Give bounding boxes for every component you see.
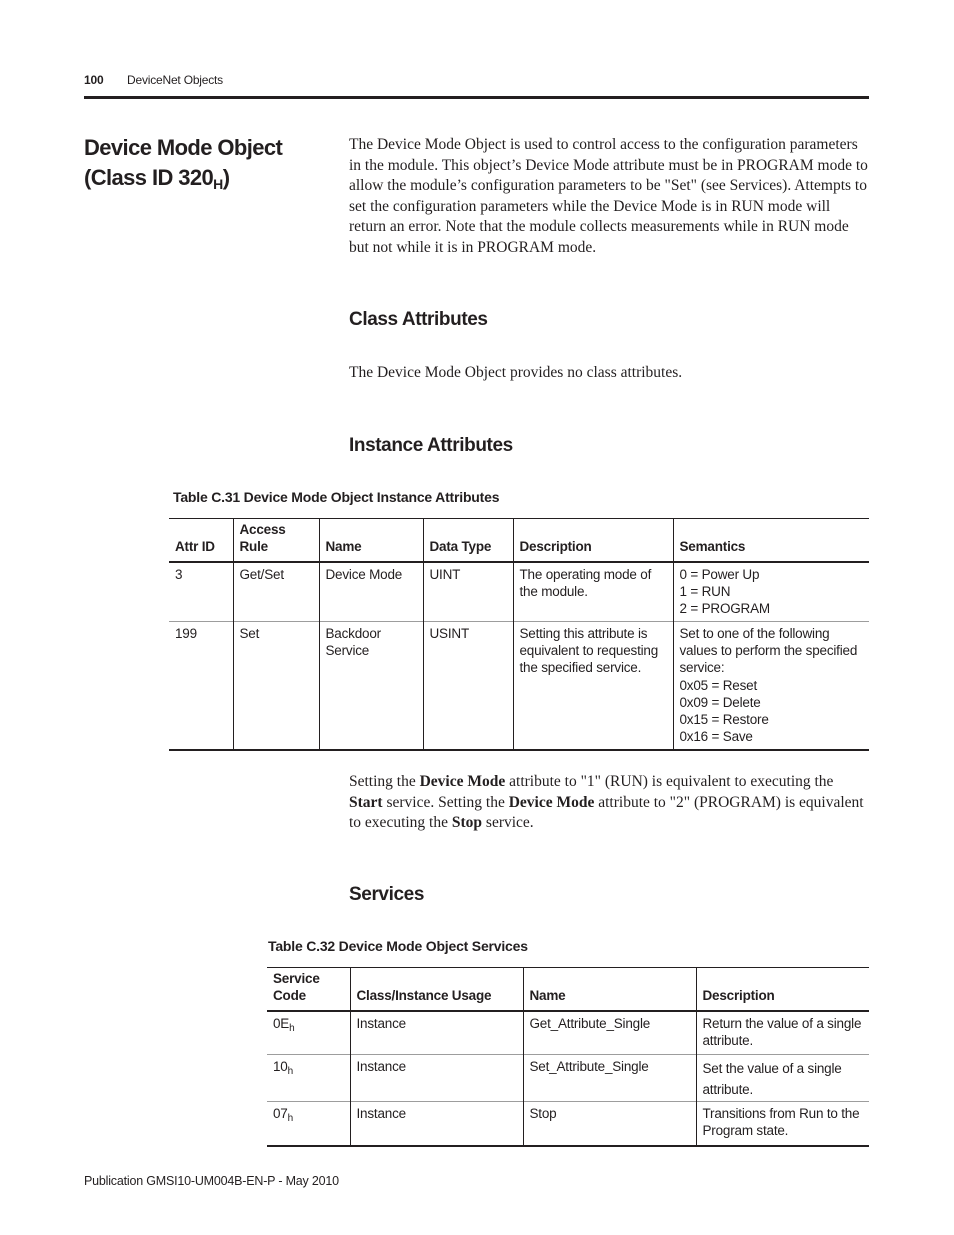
col-name: Name (523, 968, 696, 1011)
device-mode-note: Setting the Device Mode attribute to "1" (RUN) is equivalent to executing the Start service. Setting the Device Mode attribute to "2" (PROGRAM) is equivalent to executing the Stop service. (349, 773, 864, 831)
cell-description: Transitions from Run to the Program state. (696, 1102, 869, 1146)
bold-device-mode-2: Device Mode (508, 793, 595, 811)
page-number: 100 (84, 73, 104, 87)
title-line-1: Device Mode Object (84, 135, 283, 160)
table-row (169, 622, 869, 750)
services-table (267, 967, 869, 1147)
class-attributes-heading: Class Attributes (349, 309, 488, 330)
cell-data-type: UINT (423, 562, 513, 622)
col-description: Description (696, 968, 869, 1011)
cell-service-code: $0E_h$ (273, 1015, 295, 1034)
cell-name: Get_Attribute_Single (523, 1011, 696, 1055)
instance-attributes-table (169, 518, 869, 751)
cell-access-rule: Get/Set (233, 562, 319, 622)
cell-name: Stop (523, 1102, 696, 1146)
cell-name: Device Mode (319, 562, 423, 622)
instance-attributes-heading: Instance Attributes (349, 435, 513, 456)
col-usage: Class/Instance Usage (350, 968, 523, 1011)
table-row (267, 1055, 869, 1102)
cell-name: Backdoor Service (319, 622, 423, 750)
title-line-2: (Class ID $320_H$) (84, 165, 230, 192)
cell-description: Setting this attribute is equivalent to requesting the specified service. (513, 622, 673, 750)
cell-description: Return the value of a single attribute. (696, 1011, 869, 1055)
col-attr-id: Attr ID (175, 538, 215, 554)
table-header-row (267, 968, 869, 1011)
col-data-type: Data Type (423, 519, 513, 562)
cell-name: Set_Attribute_Single (523, 1055, 696, 1102)
cell-access-rule: Set (233, 622, 319, 750)
table-c32-caption: Table C.32 Device Mode Object Services (268, 938, 528, 954)
cell-usage: Instance (350, 1102, 523, 1146)
table-c31-caption: Table C.31 Device Mode Object Instance Attributes (173, 489, 500, 505)
table-row (267, 1102, 869, 1146)
cell-service-code: $07_h$ (273, 1106, 293, 1124)
intro-paragraph: The Device Mode Object is used to control access to the configuration parameters in the module. This object’s Device Mode attribute must be in PROGRAM mode to allow the module’s configuration parameters to be "Set" (see Services). Attempts to set the configuration parameters while the Device Mode is in RUN mode will return an error. Note that the module collects measurements while in RUN mode but not while it is in PROGRAM mode. (349, 136, 868, 256)
col-name: Name (319, 519, 423, 562)
publication-footer: Publication GMSI10-UM004B-EN-P - May 2010 (84, 1174, 339, 1188)
bold-device-mode: Device Mode (419, 773, 506, 790)
cell-description: Set the value of a single attribute. (696, 1055, 869, 1102)
table-row (169, 562, 869, 622)
cell-usage: Instance (350, 1011, 523, 1055)
header-rule (84, 96, 869, 99)
cell-semantics: 0 = Power Up 1 = RUN 2 = PROGRAM (673, 562, 869, 622)
cell-service-code: $10_h$ (273, 1059, 293, 1077)
cell-attr-id: 3 (175, 566, 183, 582)
section-name: DeviceNet Objects (127, 73, 223, 87)
col-access-rule: Access Rule (233, 519, 319, 562)
col-service-code: Service Code (273, 970, 320, 1003)
col-semantics: Semantics (673, 519, 869, 562)
cell-usage: Instance (350, 1055, 523, 1102)
class-attributes-text: The Device Mode Object provides no class attributes. (349, 364, 683, 381)
page-title (84, 133, 282, 193)
cell-attr-id: 199 (175, 626, 197, 641)
table-header-row (169, 519, 869, 562)
cell-description: The operating mode of the module. (513, 562, 673, 622)
cell-data-type: USINT (423, 622, 513, 750)
title-subscript: H (213, 176, 223, 192)
bold-stop: Stop (451, 814, 483, 831)
col-description: Description (513, 519, 673, 562)
table-row (267, 1011, 869, 1055)
bold-start: Start (349, 793, 383, 811)
services-heading: Services (349, 884, 424, 905)
cell-semantics: Set to one of the following values to perform the specified service: 0x05 = Reset 0x09 = Delete 0x15 = Restore 0x16 = Save (673, 622, 869, 750)
